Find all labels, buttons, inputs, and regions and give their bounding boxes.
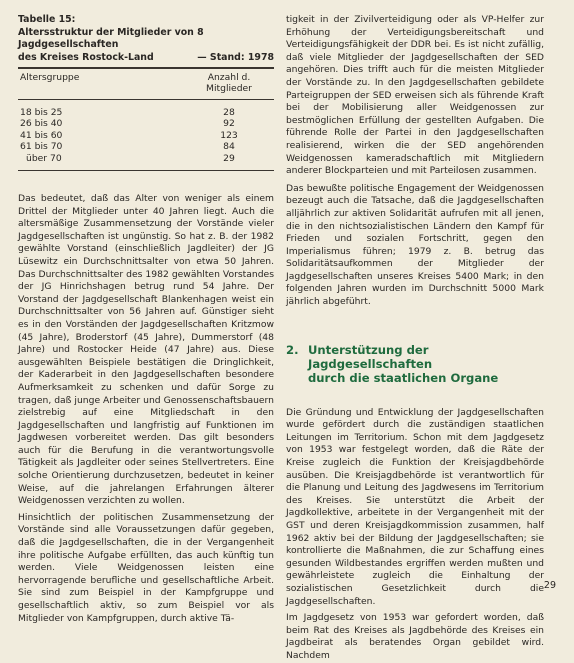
age-structure-table (18, 72, 274, 95)
member-count-cell: 29 (223, 152, 235, 164)
table-row (18, 107, 274, 119)
body-paragraph: Das bewußte politische Engagement der Weidgenossen bezeugt auch die Tatsache, daß die Jagdgesellschaften alljährlich zur aktiven Solidarität aufrufen mit all jenen, die in den nichtsozialistischen Ländern den Kampf für Frieden und sozialen Fortschritt, gegen den Imperialismus führen; 1979 z. B. betrug das Solidaritätsaufkommen der Mitglieder der Jagdgesellschaften unseres Kreises 5400 Mark; in den folgenden Jahren wurden im Durchschnitt 5000 Mark jährlich abgeführt. (286, 182, 544, 308)
section-number: 2. (286, 342, 299, 357)
section-title-line2: durch die staatlichen Organe (308, 370, 499, 385)
section-title (308, 343, 544, 385)
body-paragraph: Im Jagdgesetz von 1953 war gefordert worden, daß beim Rat des Kreises als Jagdbehörde des Kreises ein Jagdbeirat als beratendes Organ gebildet wird. Nachdem (286, 612, 544, 661)
member-count-cell: 84 (223, 141, 235, 152)
age-group-cell: über 70 (26, 152, 62, 164)
table-header-row (18, 72, 274, 95)
col-header-member-count-line2: Mitglieder (206, 83, 252, 94)
member-count-cell: 92 (223, 118, 235, 129)
age-structure-table-block (18, 0, 274, 171)
body-paragraph: Die Gründung und Entwicklung der Jagdgesellschaften wurde gefördert durch die zuständigen staatlichen Leitungen im Territorium. Schon mit dem Jagdgesetz von 1953 war festgelegt worden, daß die Räte der Kreise zugleich die Funktion der Kreisjagdbehörde ausüben. Die Kreisjagdbehörde ist verantwortlich für die Planung und Leitung des Jagdwesens im Territorium des Kreises. Sie unterstützt die Arbeit der Jagdkollektive, arbeitete in der Vergangenheit mit der GST und deren Kreisjagdkommission zusammen, half 1962 aktiv bei der Bildung der Jagdgesellschaften; sie kontrollierte die Maßnahmen, die zur Schaffung eines gesunden Wildbestandes ergriffen werden mußten und gewährleistete zugleich die Einhaltung der sozialistischen Gesetzlichkeit durch die Jagdgesellschaften. (286, 406, 544, 607)
body-paragraph: Das bedeutet, daß das Alter von weniger als einem Drittel der Mitglieder unter 40 Jahren liegt. Auch die altersmäßige Zusammensetzung der Vorstände vieler Jagdgesellschaften ist ungünstig. So hat z. B. der 1982 gewählte Vorstand (einschließlich Jagdleiter) der JG Lüsewitz ein Durchschnittsalter von etwa 50 Jahren. Das Durchschnittsalter des 1982 gewählten Vorstandes der JG Hinrichshagen betrug rund 54 Jahre. Der Vorstand der Jagdgesellschaft Blankenhagen weist ein Durchschnittsalter von 56 Jahren auf. Günstiger sieht es in den Vorständen der Jagdgesellschaften Kritzmow (45 Jahre), Broderstorf (45 Jahre), Dummerstorf (48 Jahre) und Rostocker Heide (47 Jahre) aus. Diese ausgewählten Beispiele bestätigen die Dringlichkeit, der Kaderarbeit in den Jagdgesellschaften besondere Aufmerksamkeit zu schenken und dafür Sorge zu tragen, daß junge Arbeiter und Genossenschaftsbauern zielstrebig auf eine Mitgliedschaft in den Jagdgesellschaften und langfristig auf Funktionen im Jagdwesen vorbereitet werden. Das gilt besonders auch für die Berufung in die verantwortungsvolle Tätigkeit als Jagdleiter oder seines Stellvertreters. Eine solche Orientierung durchzusetzen, bedeutet in keiner Weise, auf die jahrelangen Erfahrungen älterer Weidgenossen verzichten zu wollen. (18, 193, 274, 507)
table-subtitle (18, 52, 274, 65)
right-column (286, 14, 544, 663)
body-paragraph: Hinsichtlich der politischen Zusammensetzung der Vorstände sind alle Voraussetzungen dafür gegeben, daß die Jagdgesellschaften, die in der Vergangenheit ihre politische Aufgabe erfüllten, das auch künftig tun werden. Viele Weidgenossen leisten eine hervorragende berufliche und gesellschaftliche Arbeit. Sie sind zum Beispiel in der Kampfgruppe und gesellschaftlich aktiv, so zum Beispiel vor als Mitglieder von Kampfgruppen, durch aktive Tä- (18, 511, 274, 624)
table-row (18, 141, 274, 153)
table-label: Tabelle 15: (18, 14, 76, 25)
page-number: 29 (543, 580, 556, 591)
table-header-rule (18, 99, 274, 100)
age-group-cell: 41 bis 60 (20, 129, 63, 141)
left-column (18, 0, 274, 625)
section-heading (286, 343, 544, 385)
table-title: Altersstruktur der Mitglieder von 8 Jagdgesellschaften (18, 26, 204, 50)
age-structure-table-body (18, 107, 274, 165)
age-group-cell: 18 bis 25 (20, 106, 63, 118)
table-subtitle-right: — Stand: 1978 (197, 51, 274, 63)
table-row (18, 130, 274, 142)
col-header-member-count-line1: Anzahl d. (207, 71, 251, 83)
member-count-cell: 28 (223, 106, 235, 118)
col-header-member-count (184, 72, 274, 95)
body-paragraph: tigkeit in der Zivilverteidigung oder als VP-Helfer zur Erhöhung der Verteidigungsbereitschaft und Verteidigungsfähigkeit der DDR bei. Es ist nicht zufällig, daß viele Mitglieder der Jagdgesellschaften der SED angehören. Dies trifft auch für die meisten Mitglieder der Vorstände zu. In den Jagdgesellschaften gebildete Parteigruppen der SED erweisen sich als führende Kraft bei der Mobilisierung aller Weidgenossen zur bestmöglichen Erfüllung der gestellten Aufgaben. Die führende Rolle der Partei in den Jagdgesellschaften realisierend, wirken die der SED angehörenden Weidgenossen kameradschaftlich mit Mitgliedern anderer Blockparteien und mit Parteilosen zusammen. (286, 14, 544, 177)
table-row (18, 153, 274, 165)
age-group-cell: 26 bis 40 (20, 118, 63, 129)
section-title-line1: Unterstützung der Jagdgesellschaften (308, 342, 433, 371)
table-subtitle-left: des Kreises Rostock-Land (18, 51, 154, 63)
table-top-rule (18, 67, 274, 69)
col-header-age-group: Altersgruppe (20, 71, 80, 83)
table-bottom-rule (18, 170, 274, 171)
member-count-cell: 123 (220, 129, 238, 141)
table-row (18, 118, 274, 130)
age-group-cell: 61 bis 70 (20, 141, 63, 152)
